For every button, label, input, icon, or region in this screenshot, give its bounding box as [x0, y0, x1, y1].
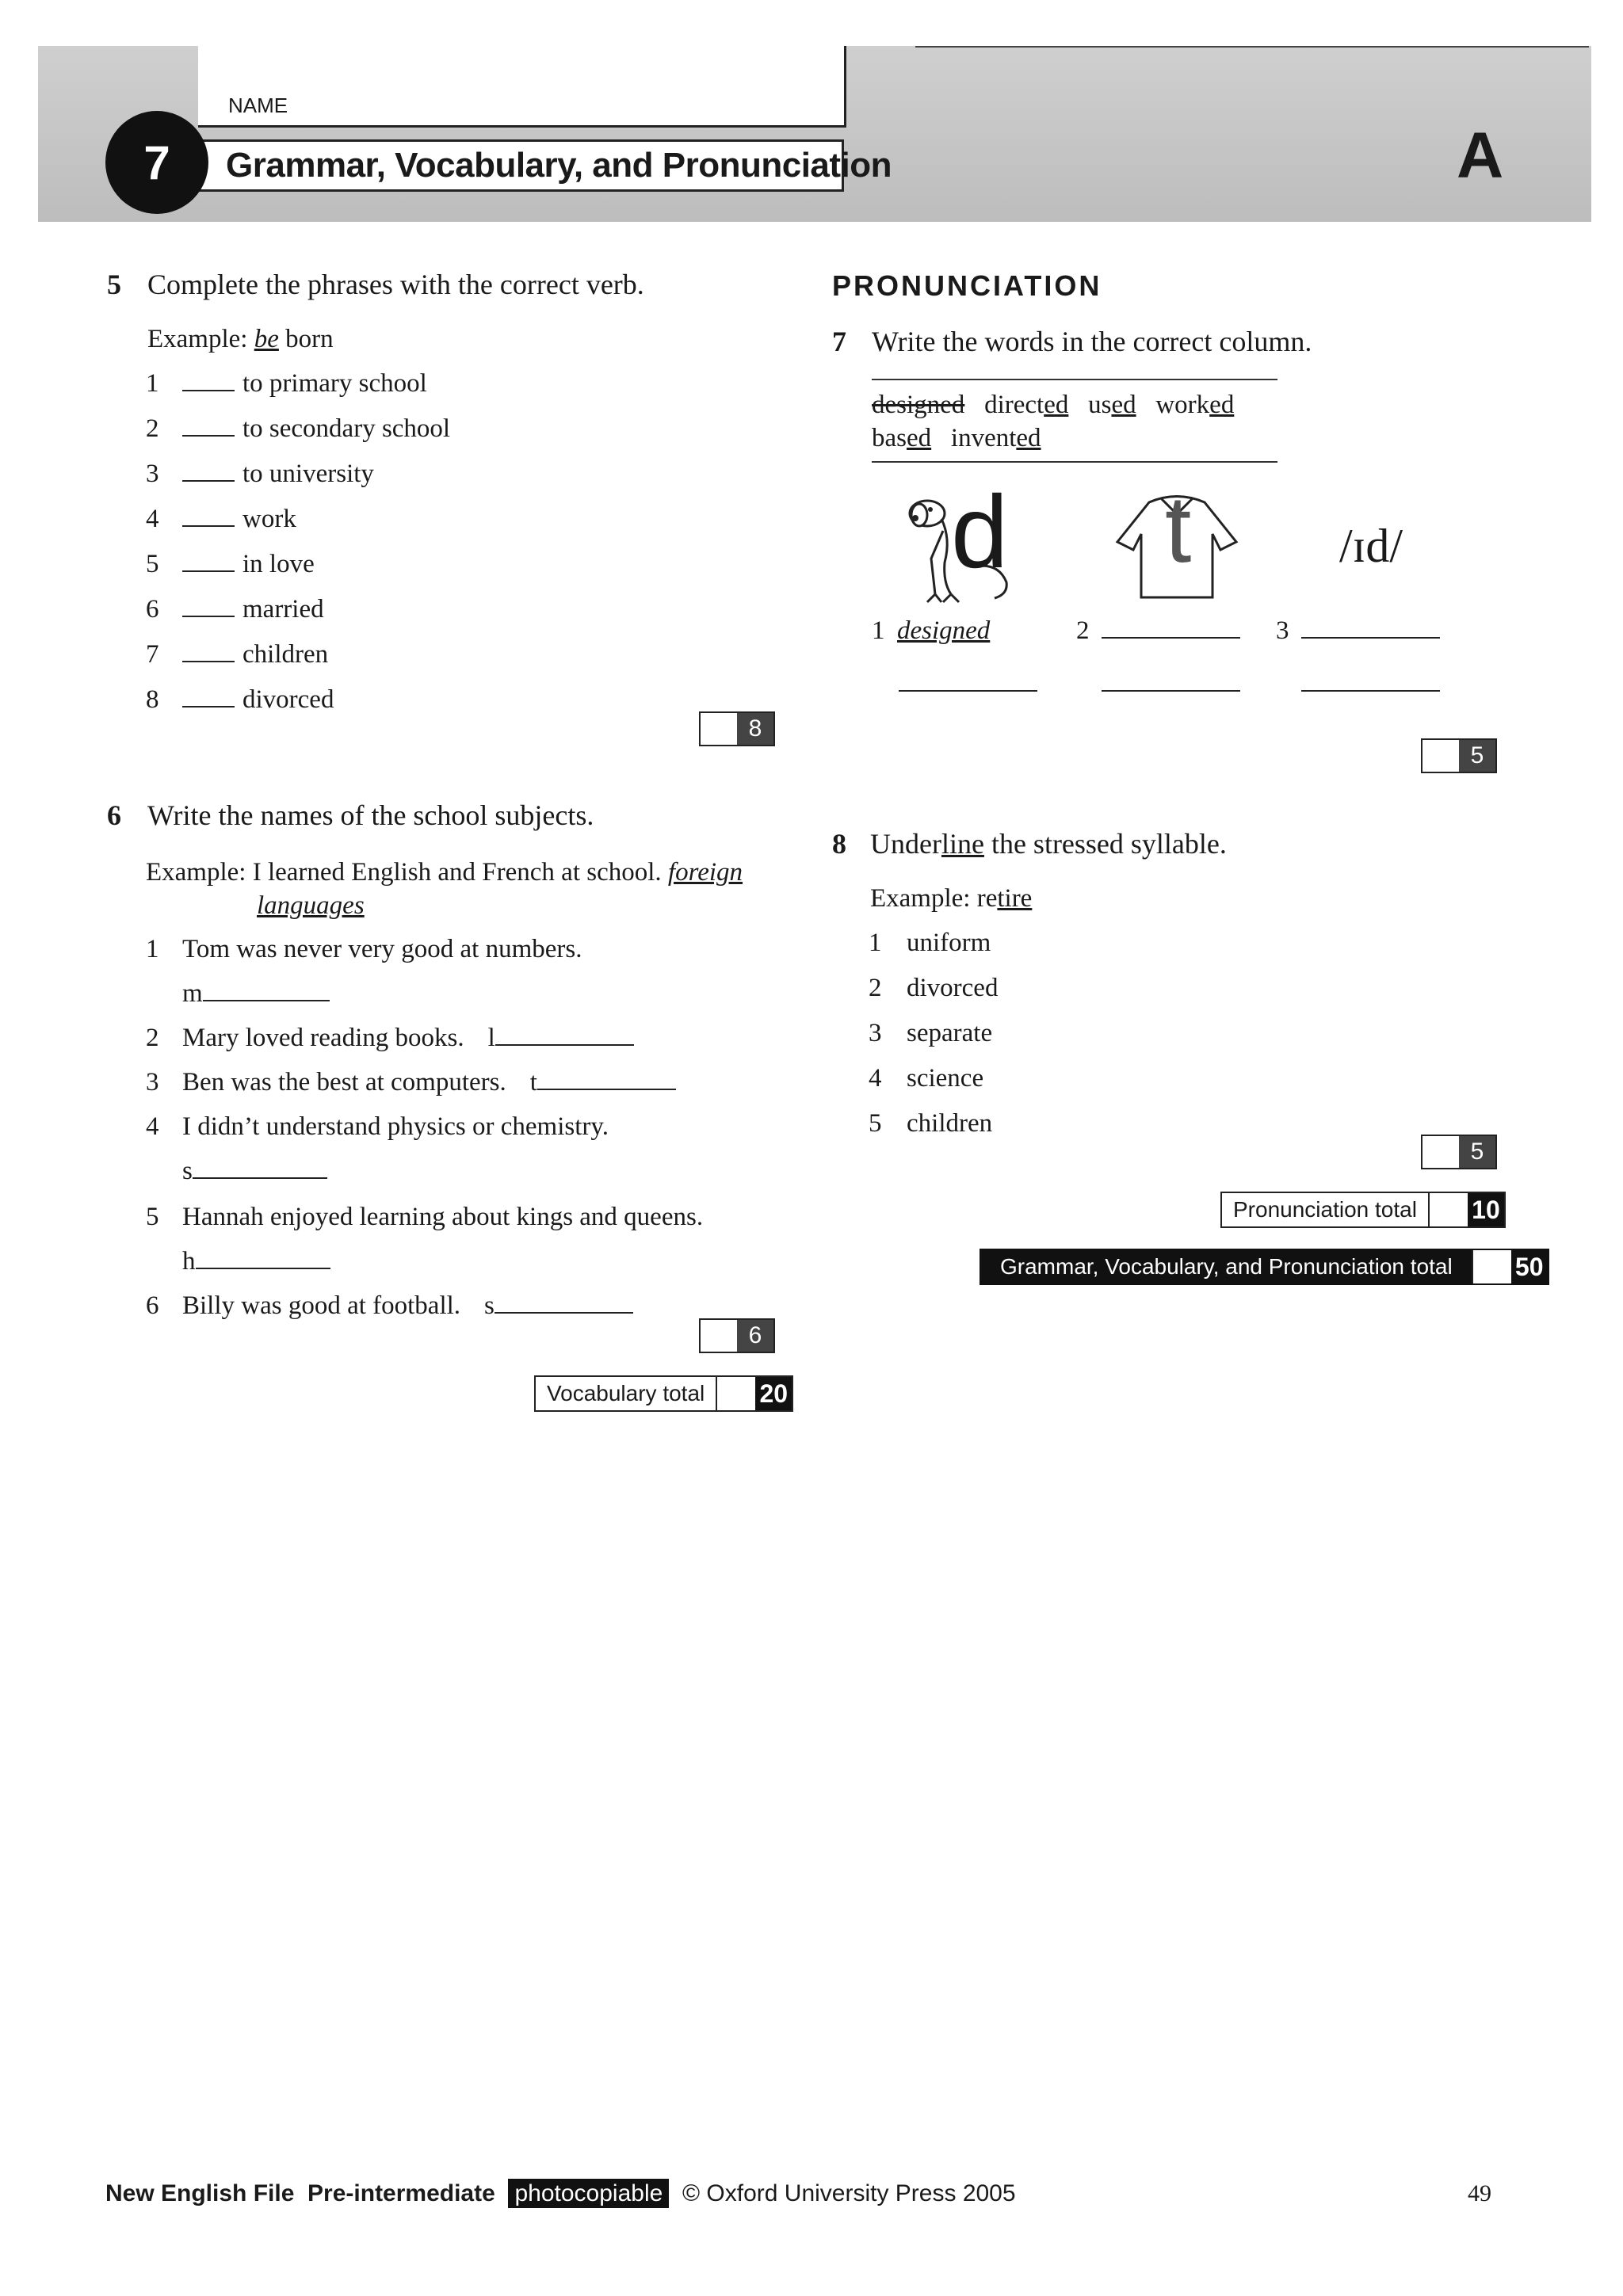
test-version: A [1457, 120, 1504, 192]
word-bank [872, 388, 1284, 455]
answer-blank[interactable] [1301, 636, 1440, 639]
item-number: 1 [146, 369, 159, 398]
column-3-symbol: /ɪd/ [1339, 520, 1403, 572]
item-text: married [242, 595, 324, 624]
vocabulary-total-box [534, 1375, 793, 1412]
page-number: 49 [1468, 2180, 1491, 2206]
item-text: work [242, 505, 296, 533]
unit-number-badge: 7 [105, 111, 208, 214]
q6-example-answer-cont: languages [257, 891, 365, 920]
answer-blank[interactable] [1102, 689, 1240, 692]
answer-blank[interactable] [182, 524, 235, 527]
item-number: 3 [146, 1068, 159, 1097]
vocabulary-total-value: 20 [755, 1377, 792, 1410]
header-top-rule [915, 46, 1589, 48]
answer-blank[interactable] [193, 1177, 327, 1179]
word-bank-word: used [1088, 391, 1136, 419]
score-max: 6 [737, 1320, 773, 1352]
answer-first-letter: h [182, 1247, 196, 1276]
answer-first-letter: s [484, 1291, 495, 1320]
stress-word[interactable]: separate [907, 1019, 993, 1047]
item-number: 4 [146, 1112, 159, 1141]
list-item [146, 550, 450, 595]
q7-instruction: Write the words in the correct column. [872, 326, 1312, 357]
list-item [146, 460, 450, 505]
vocabulary-total-input[interactable] [716, 1377, 755, 1410]
item-text: to university [242, 460, 374, 488]
column-1-example-answer: designed [897, 616, 991, 645]
footer-credit [105, 2180, 1016, 2207]
answer-first-letter: m [182, 979, 203, 1008]
pronunciation-total-label: Pronunciation total [1222, 1193, 1428, 1226]
score-input[interactable] [1423, 740, 1459, 772]
item-text: to primary school [242, 369, 427, 398]
item-text: divorced [242, 685, 334, 714]
vocabulary-total-label: Vocabulary total [536, 1377, 716, 1410]
word-bank-top-rule [872, 379, 1277, 380]
word-bank-word: directed [984, 391, 1069, 419]
word-bank-bottom-rule [872, 461, 1277, 463]
column-1-symbol: d [951, 474, 1009, 589]
column-2-symbol: t [1165, 476, 1192, 582]
score-max: 5 [1459, 1136, 1495, 1168]
item-text: Mary loved reading books. [182, 1024, 464, 1052]
footer-level: Pre-intermediate [307, 2180, 495, 2206]
q5-example-prefix: Example: [147, 325, 248, 353]
stress-word[interactable]: children [907, 1109, 993, 1138]
item-text: Hannah enjoyed learning about kings and queens. [182, 1203, 704, 1231]
answer-line[interactable] [182, 1157, 327, 1186]
gvp-total-input[interactable] [1472, 1250, 1511, 1283]
item-number: 1 [146, 935, 159, 963]
score-max: 8 [737, 713, 773, 745]
answer-first-letter: s [182, 1157, 193, 1185]
item-number: 5 [146, 1203, 159, 1231]
item-text: in love [242, 550, 315, 578]
q8-instruction: Underline the stressed syllable. [870, 828, 1227, 860]
q8-item-list [869, 929, 998, 1154]
q6-instruction: Write the names of the school subjects. [147, 799, 594, 831]
answer-blank[interactable] [182, 479, 235, 482]
answer-blank[interactable] [182, 660, 235, 662]
shirt-t-icon [1102, 476, 1252, 605]
q5-instruction: Complete the phrases with the correct verb. [147, 269, 644, 300]
item-text: Ben was the best at computers. [182, 1068, 506, 1097]
q5-example [147, 325, 334, 354]
answer-blank[interactable] [495, 1311, 633, 1314]
q5-example-rest: born [285, 325, 334, 353]
gvp-total-label: Grammar, Vocabulary, and Pronunciation total [981, 1250, 1472, 1283]
score-input[interactable] [701, 1320, 737, 1352]
score-input[interactable] [1423, 1136, 1459, 1168]
gvp-total-box [980, 1249, 1549, 1285]
item-number: 7 [146, 640, 159, 669]
item-number: 2 [146, 414, 159, 443]
word-bank-word: invented [950, 424, 1041, 452]
photocopiable-badge: photocopiable [508, 2179, 669, 2208]
item-text: children [242, 640, 329, 669]
q6-example-answer: foreign [667, 858, 743, 887]
stress-word[interactable]: science [907, 1064, 984, 1093]
q5-number: 5 [107, 269, 121, 300]
pronunciation-total-input[interactable] [1428, 1193, 1468, 1226]
list-item [146, 1203, 703, 1232]
answer-first-letter: t [529, 1068, 537, 1097]
list-item [146, 1024, 634, 1053]
answer-blank[interactable] [196, 1267, 330, 1269]
q6-example-text: I learned English and French at school. [252, 858, 662, 887]
list-item [146, 1112, 609, 1142]
item-text: Tom was never very good at numbers. [182, 935, 582, 963]
answer-line[interactable] [182, 979, 330, 1009]
list-item: 2 divorced [869, 974, 999, 1002]
column-1-answer: 1 designed [872, 616, 1032, 646]
q5-example-answer: be [254, 325, 279, 353]
item-number: 8 [146, 685, 159, 714]
q7-score-box [1421, 738, 1497, 773]
list-item: 5 children [869, 1109, 993, 1138]
stress-word[interactable]: uniform [907, 929, 991, 957]
score-max: 5 [1459, 740, 1495, 772]
q5-score-box [699, 711, 775, 746]
item-number: 4 [146, 505, 159, 533]
answer-blank[interactable] [495, 1043, 634, 1046]
list-item [146, 1068, 676, 1097]
item-number: 5 [146, 550, 159, 578]
list-item: 1 uniform [869, 929, 991, 957]
column-3-answer: 3 [1276, 616, 1440, 646]
list-item [146, 935, 582, 964]
list-item [146, 685, 450, 730]
page-title: Grammar, Vocabulary, and Pronunciation [226, 146, 892, 185]
pronunciation-heading: PRONUNCIATION [832, 269, 1102, 302]
q6-example-prefix: Example: [146, 858, 246, 887]
answer-blank[interactable] [182, 434, 235, 437]
q7-number: 7 [832, 326, 846, 357]
list-item [146, 595, 450, 640]
footer-copyright: © Oxford University Press 2005 [682, 2180, 1016, 2206]
word-bank-word: worked [1155, 391, 1235, 419]
stress-word[interactable]: divorced [907, 974, 999, 1002]
name-field[interactable] [198, 46, 846, 128]
q6-example [146, 856, 796, 922]
q5-item-list [146, 369, 450, 730]
q8-number: 8 [832, 828, 846, 860]
answer-line[interactable] [182, 1247, 330, 1276]
list-item [146, 369, 450, 414]
answer-blank[interactable] [182, 615, 235, 617]
q8-score-box [1421, 1135, 1497, 1169]
q6-number: 6 [107, 799, 121, 831]
answer-first-letter: l [487, 1024, 495, 1052]
answer-blank[interactable] [1102, 636, 1240, 639]
word-bank-word: designed [872, 391, 965, 419]
pronunciation-total-box [1220, 1192, 1506, 1228]
item-number: 2 [146, 1024, 159, 1052]
name-label: NAME [228, 93, 288, 117]
answer-blank[interactable] [182, 389, 235, 391]
pronunciation-total-value: 10 [1468, 1193, 1504, 1226]
item-text: I didn’t understand physics or chemistry. [182, 1112, 609, 1141]
answer-blank[interactable] [899, 689, 1037, 692]
word-bank-word: based [872, 424, 932, 452]
dog-d-icon [896, 474, 1038, 610]
answer-blank[interactable] [203, 999, 330, 1001]
item-text: Billy was good at football. [182, 1291, 461, 1320]
list-item [146, 414, 450, 460]
answer-blank[interactable] [537, 1088, 676, 1090]
answer-blank[interactable] [182, 570, 235, 572]
item-number: 3 [146, 460, 159, 488]
list-item [146, 505, 450, 550]
q6-score-box [699, 1318, 775, 1353]
answer-blank[interactable] [1301, 689, 1440, 692]
gvp-total-value: 50 [1511, 1250, 1548, 1283]
list-item: 4 science [869, 1064, 984, 1093]
item-number: 6 [146, 595, 159, 624]
item-text: to secondary school [242, 414, 451, 443]
item-number: 6 [146, 1291, 159, 1320]
column-2-answer: 2 [1076, 616, 1240, 646]
q8-example: Example: retire [870, 884, 1033, 913]
answer-blank[interactable] [182, 705, 235, 707]
list-item [146, 1291, 633, 1321]
list-item: 3 separate [869, 1019, 993, 1047]
list-item [146, 640, 450, 685]
score-input[interactable] [701, 713, 737, 745]
footer-book: New English File [105, 2180, 295, 2206]
